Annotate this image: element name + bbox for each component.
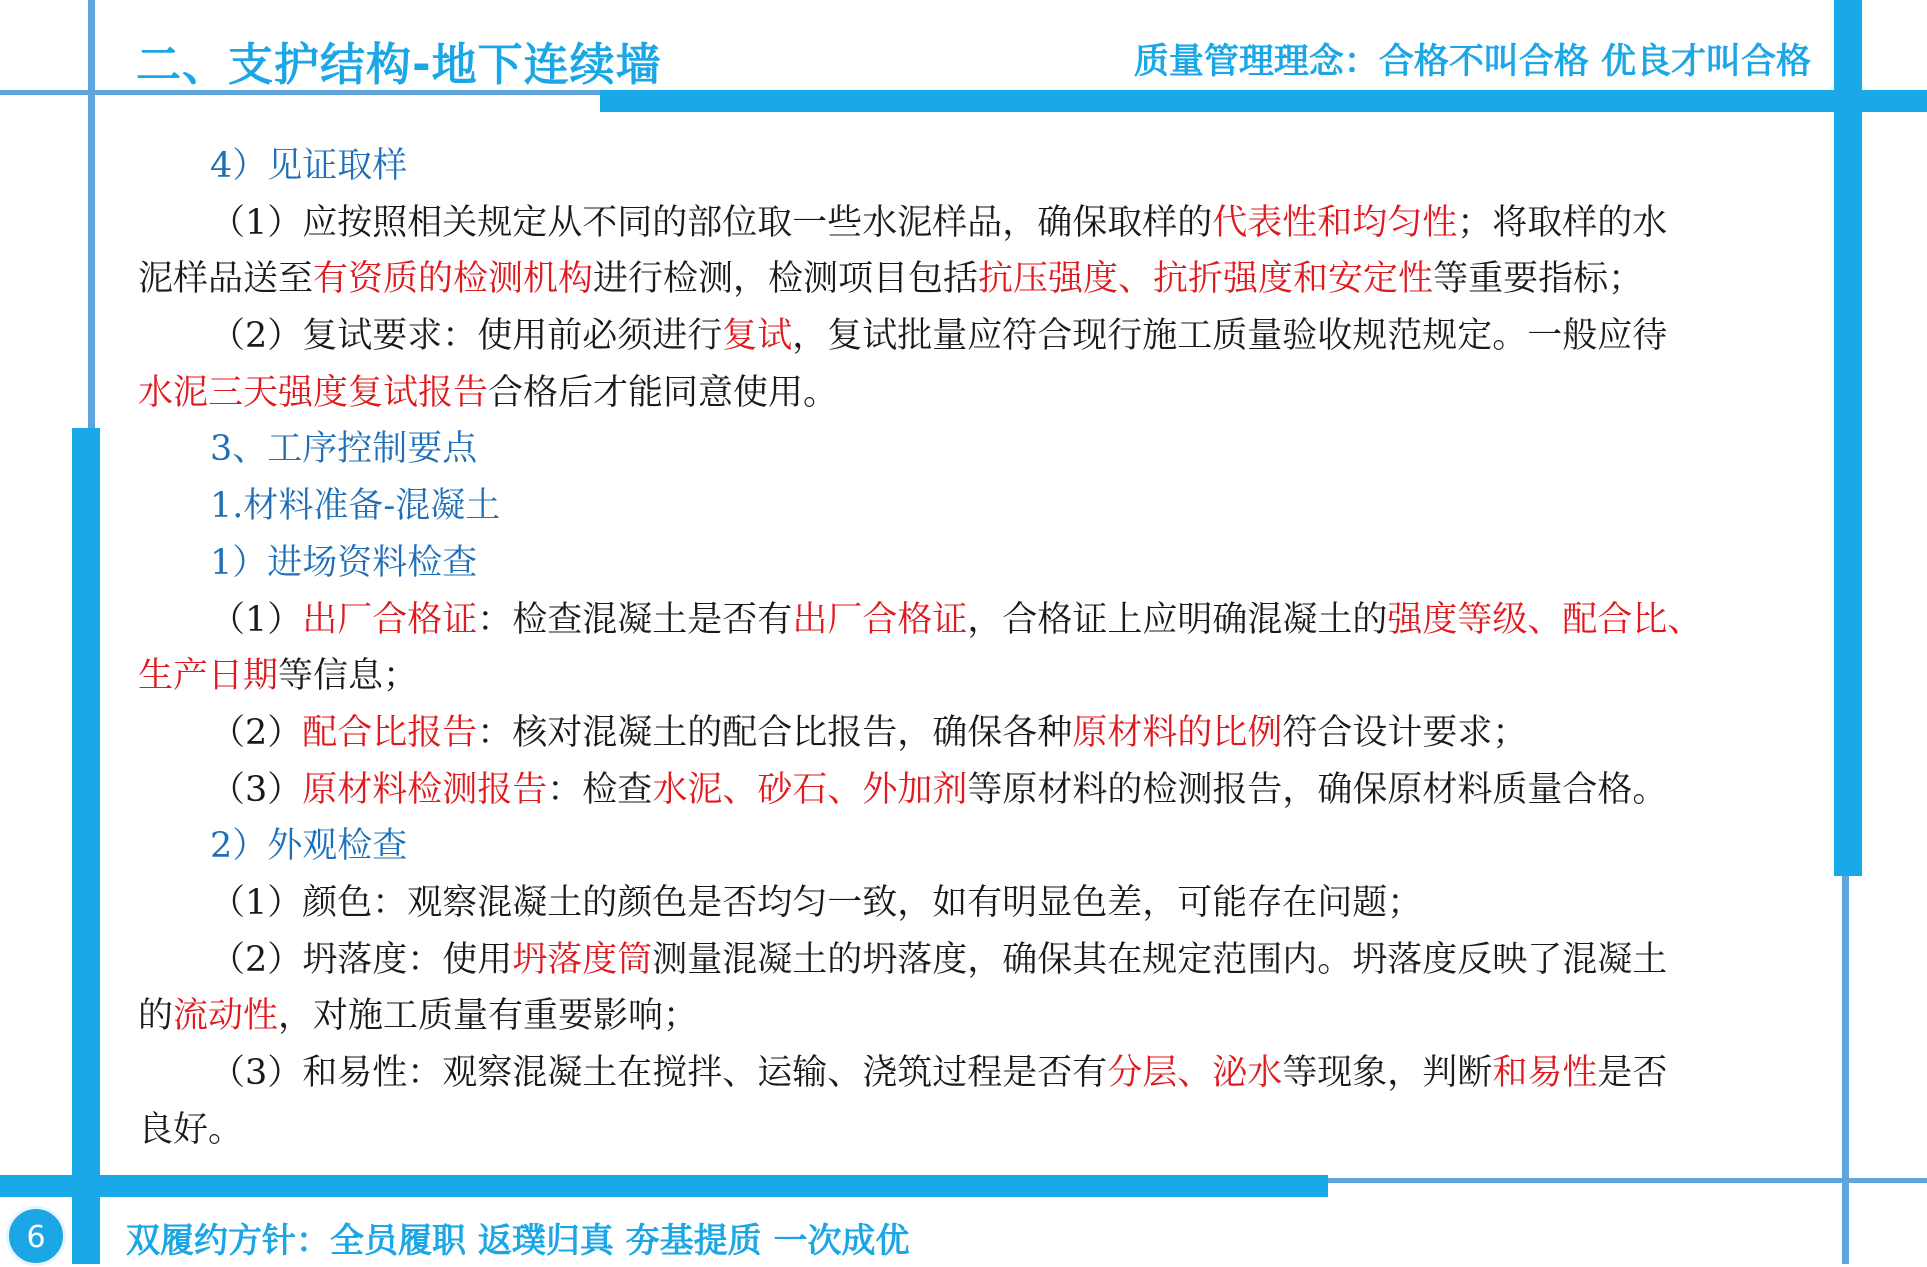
main-content bbox=[138, 138, 1758, 1158]
text-segment: （1）应按照相关规定从不同的部位取一些水泥样品，确保取样的 bbox=[210, 202, 1213, 243]
highlighted-text: 和易性 bbox=[1492, 1053, 1598, 1093]
text-segment: （1） bbox=[210, 599, 303, 640]
highlighted-text: 原材料的比例 bbox=[1072, 712, 1283, 753]
text-segment: 测量混凝土的坍落度，确保其在规定范围内。坍落度反映了混凝土 bbox=[652, 939, 1668, 980]
text-segment: ，复试批量应符合现行施工质量验收规范规定。一般应待 bbox=[792, 316, 1668, 357]
paragraph-line bbox=[138, 1045, 1758, 1102]
text-segment: （2）坍落度：使用 bbox=[210, 939, 513, 980]
footer-motto: 双履约方针：全员履职 返璞归真 夯基提质 一次成优 bbox=[126, 1221, 910, 1261]
quality-motto: 质量管理理念：合格不叫合格 优良才叫合格 bbox=[1133, 42, 1811, 82]
paragraph-line bbox=[138, 648, 1758, 705]
text-segment: ：检查混凝土是否有 bbox=[477, 599, 793, 640]
text-segment: ：核对混凝土的配合比报告，确保各种 bbox=[477, 712, 1073, 753]
text-segment: 进行检测，检测项目包括 bbox=[593, 259, 979, 300]
highlighted-text: 配合比报告 bbox=[302, 712, 478, 753]
text-segment: ：检查 bbox=[547, 769, 653, 810]
text-segment: ，合格证上应明确混凝土的 bbox=[967, 599, 1388, 640]
section-heading bbox=[138, 535, 1758, 592]
highlighted-text: 流动性 bbox=[173, 996, 279, 1037]
paragraph-line bbox=[138, 875, 1758, 932]
highlighted-text: 复试 bbox=[722, 316, 793, 357]
text-segment: 符合设计要求； bbox=[1282, 712, 1528, 753]
paragraph-line bbox=[138, 762, 1758, 819]
frame-bar-right bbox=[1834, 0, 1862, 876]
paragraph-line bbox=[138, 251, 1758, 308]
frame-bar-bottom bbox=[0, 1175, 1328, 1197]
paragraph-line bbox=[138, 592, 1758, 649]
paragraph-line bbox=[138, 365, 1758, 422]
paragraph-line bbox=[138, 932, 1758, 989]
text-segment: 良好。 bbox=[138, 1109, 244, 1150]
highlighted-text: 坍落度筒 bbox=[512, 939, 653, 980]
highlighted-text: 抗压强度、抗折强度和安定性 bbox=[978, 259, 1434, 300]
frame-bar-top bbox=[600, 90, 1927, 112]
highlighted-text: 出厂合格证 bbox=[302, 599, 478, 640]
text-segment: 的 bbox=[138, 996, 174, 1037]
section-heading bbox=[138, 138, 1758, 195]
paragraph-line bbox=[138, 1102, 1758, 1159]
section-heading bbox=[138, 421, 1758, 478]
highlighted-text: 有资质的检测机构 bbox=[313, 259, 594, 300]
section-heading bbox=[138, 478, 1758, 535]
text-segment: 等原材料的检测报告，确保原材料质量合格。 bbox=[967, 769, 1668, 810]
page-title: 二、支护结构-地下连续墙 bbox=[136, 38, 662, 91]
paragraph-line bbox=[138, 705, 1758, 762]
text-segment: 等信息； bbox=[278, 656, 419, 697]
highlighted-text: 分层、泌水 bbox=[1107, 1053, 1283, 1093]
paragraph-line bbox=[138, 195, 1758, 252]
paragraph-line bbox=[138, 988, 1758, 1045]
text-segment: 等现象，判断 bbox=[1282, 1053, 1493, 1093]
text-segment: （1）颜色：观察混凝土的颜色是否均匀一致，如有明显色差，可能存在问题； bbox=[210, 882, 1423, 923]
text-segment: 3、工序控制要点 bbox=[210, 429, 478, 470]
text-segment: 等重要指标； bbox=[1433, 259, 1644, 300]
text-segment: ，对施工质量有重要影响； bbox=[278, 996, 699, 1037]
highlighted-text: 原材料检测报告 bbox=[302, 769, 548, 810]
section-heading bbox=[138, 818, 1758, 875]
text-segment: （3）和易性：观察混凝土在搅拌、运输、浇筑过程是否有 bbox=[210, 1053, 1108, 1093]
text-segment: （2）复试要求：使用前必须进行 bbox=[210, 316, 723, 357]
highlighted-text: 出厂合格证 bbox=[792, 599, 968, 640]
text-segment: （3） bbox=[210, 769, 303, 810]
text-segment: 4）见证取样 bbox=[210, 146, 408, 186]
text-segment: 1）进场资料检查 bbox=[210, 542, 478, 583]
highlighted-text: 代表性和均匀性 bbox=[1212, 202, 1458, 243]
highlighted-text: 生产日期 bbox=[138, 656, 279, 697]
text-segment: 是否 bbox=[1597, 1053, 1668, 1093]
page-number-badge: 6 bbox=[6, 1206, 66, 1266]
text-segment: 1.材料准备-混凝土 bbox=[210, 486, 501, 527]
text-segment: 泥样品送至 bbox=[138, 259, 314, 300]
paragraph-line bbox=[138, 308, 1758, 365]
text-segment: 合格后才能同意使用。 bbox=[488, 372, 839, 413]
highlighted-text: 强度等级、配合比、 bbox=[1387, 599, 1703, 640]
frame-bar-left bbox=[72, 428, 100, 1264]
text-segment: （2） bbox=[210, 712, 303, 753]
highlighted-text: 水泥、砂石、外加剂 bbox=[652, 769, 968, 810]
text-segment: ；将取样的水 bbox=[1457, 202, 1668, 243]
text-segment: 2）外观检查 bbox=[210, 826, 408, 867]
highlighted-text: 水泥三天强度复试报告 bbox=[138, 372, 489, 413]
